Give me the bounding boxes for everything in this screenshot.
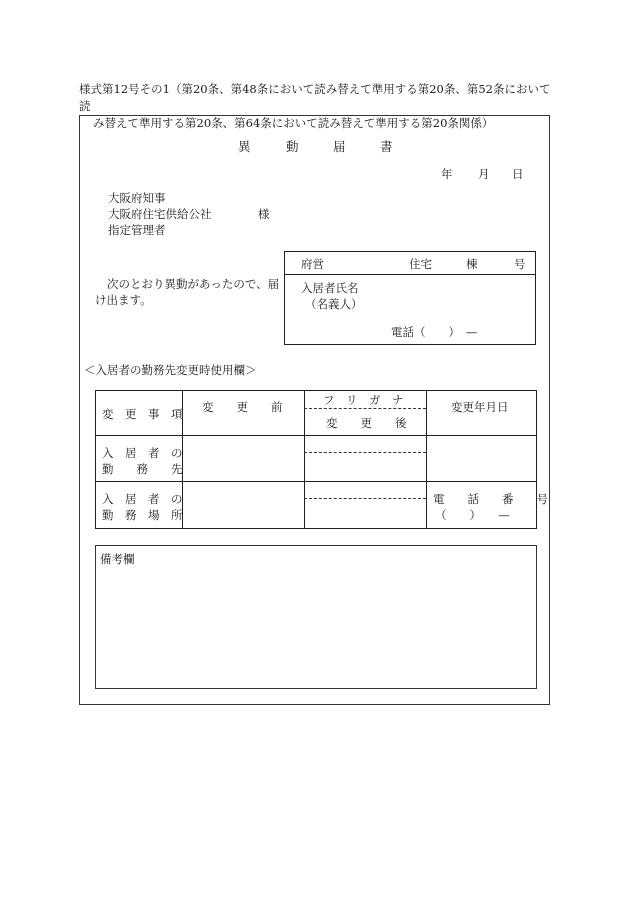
date-month-label: 月 <box>478 167 490 181</box>
title-char-1: 異 <box>238 139 251 154</box>
col-header-change-date: 変更年月日 <box>451 400 509 414</box>
col-divider-3 <box>426 391 427 528</box>
honorific: 様 <box>258 207 270 221</box>
title-char-4: 書 <box>380 139 393 154</box>
workplace-change-table <box>95 390 548 529</box>
addressee-1: 大阪府知事 <box>108 191 166 205</box>
furigana-divider-row1 <box>304 452 426 453</box>
col-header-after: 変 更 後 <box>326 416 407 430</box>
addressee-2: 大阪府住宅供給公社 <box>108 207 212 221</box>
nominee-label: （名義人） <box>305 297 363 311</box>
phone-number-format: （ ） — <box>435 508 510 522</box>
remarks-label: 備考欄 <box>100 552 135 566</box>
unit-number-label: 号 <box>514 257 526 271</box>
furigana-divider-row2 <box>304 498 426 499</box>
form-header-line2: み替えて準用する第20条、第64条において読み替えて準用する第20条関係） <box>93 116 494 130</box>
housing-label: 住宅 <box>409 257 432 271</box>
section-title: ＜入居者の勤務先変更時使用欄＞ <box>84 363 257 377</box>
form-header-line1: 様式第12号その1（第20条、第48条において読み替えて準用する第20条、第52条において読 <box>79 82 551 113</box>
prefecture-label: 府営 <box>301 257 324 271</box>
housing-divider <box>285 274 535 275</box>
row-divider-2 <box>96 481 536 482</box>
building-label: 棟 <box>466 257 478 271</box>
addressee-list <box>108 190 212 238</box>
row-divider-1 <box>96 435 536 436</box>
report-statement: 次のとおり異動があったので、届け出ます。 <box>95 277 280 307</box>
row2-label-line1: 入 居 者 の <box>102 492 183 506</box>
furigana-divider-header <box>304 408 426 409</box>
row1-label-line1: 入 居 者 の <box>102 446 183 460</box>
title-char-3: 届 <box>333 139 346 154</box>
remarks-box[interactable] <box>95 545 537 689</box>
phone-label: 電話（ ） — <box>391 325 478 339</box>
title-char-2: 動 <box>286 139 299 154</box>
resident-name-label: 入居者氏名 <box>301 281 359 295</box>
date-year-label: 年 <box>441 167 453 181</box>
phone-number-label: 電 話 番 号 <box>433 492 548 506</box>
col-header-item: 変 更 事 項 <box>102 407 183 421</box>
addressee-3: 指定管理者 <box>108 223 166 237</box>
housing-info-box <box>284 251 536 345</box>
row1-label-line2: 勤 務 先 <box>102 462 183 476</box>
col-header-before: 変 更 前 <box>202 400 283 414</box>
col-divider-2 <box>304 391 305 528</box>
row2-label-line2: 勤 務 場 所 <box>102 508 183 522</box>
col-header-furigana: フ リ ガ ナ <box>323 393 404 407</box>
date-day-label: 日 <box>512 167 524 181</box>
